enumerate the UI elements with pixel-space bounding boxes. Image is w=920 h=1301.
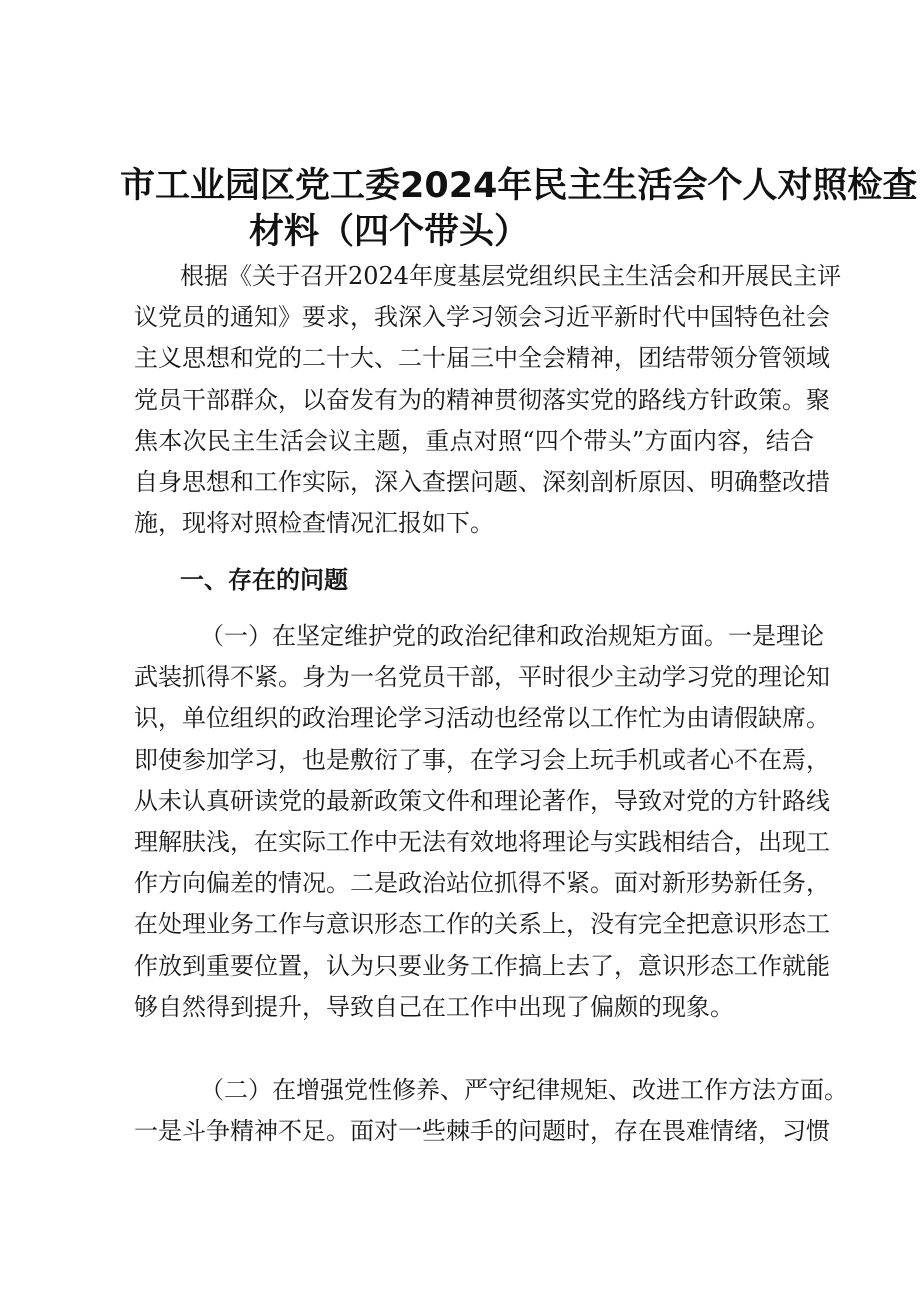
item-1-line: 在处理业务工作与意识形态工作的关系上，没有完全把意识形态工 bbox=[134, 910, 830, 939]
intro-line: 根据《关于召开2024年度基层党组织民主生活会和开展民主评 bbox=[180, 262, 842, 290]
intro-line: 党员干部群众，以奋发有为的精神贯彻落实党的路线方针政策。聚 bbox=[134, 385, 830, 414]
item-1-line: 识，单位组织的政治理论学习活动也经常以工作忙为由请假缺席。 bbox=[134, 704, 830, 733]
intro-line: 焦本次民主生活会议主题，重点对照“四个带头”方面内容，结合 bbox=[134, 426, 814, 455]
item-2-line: 一是斗争精神不足。面对一些棘手的问题时，存在畏难情绪，习惯 bbox=[134, 1117, 830, 1146]
section-item-1-paragraph bbox=[134, 616, 830, 1028]
intro-line: 自身思想和工作实际，深入查摆问题、深刻剖析原因、明确整改措 bbox=[134, 467, 830, 496]
item-1-line: 武装抓得不紧。身为一名党员干部，平时很少主动学习党的理论知 bbox=[134, 663, 830, 692]
document-title-line-2: 材料（四个带头） bbox=[248, 212, 529, 252]
item-1-line: 够自然得到提升，导致自己在工作中出现了偏颇的现象。 bbox=[134, 992, 734, 1021]
item-1-line: 即使参加学习，也是敷衍了事，在学习会上玩手机或者心不在焉， bbox=[134, 745, 830, 774]
item-1-line: 作方向偏差的情况。二是政治站位抓得不紧。面对新形势新任务， bbox=[134, 869, 830, 898]
item-1-line: 作放到重要位置，认为只要业务工作搞上去了，意识形态工作就能 bbox=[134, 951, 830, 980]
intro-line: 议党员的通知》要求，我深入学习领会习近平新时代中国特色社会 bbox=[134, 303, 830, 332]
item-1-line: 从未认真研读党的最新政策文件和理论著作，导致对党的方针路线 bbox=[134, 786, 830, 815]
intro-line: 施，现将对照检查情况汇报如下。 bbox=[134, 509, 494, 538]
item-1-line: 理解肤浅，在实际工作中无法有效地将理论与实践相结合，出现工 bbox=[134, 827, 830, 856]
intro-paragraph bbox=[134, 256, 842, 544]
section-heading-problems: 一、存在的问题 bbox=[180, 565, 348, 594]
item-2-line: （二）在增强党性修养、严守纪律规矩、改进工作方法方面。 bbox=[200, 1076, 848, 1104]
section-item-2-paragraph bbox=[134, 1070, 848, 1152]
intro-line: 主义思想和党的二十大、二十届三中全会精神，团结带领分管领域 bbox=[134, 344, 830, 373]
document-title-line-1: 市工业园区党工委2024年民主生活会个人对照检查 bbox=[120, 166, 918, 206]
item-1-line: （一）在坚定维护党的政治纪律和政治规矩方面。一是理论 bbox=[200, 622, 824, 650]
